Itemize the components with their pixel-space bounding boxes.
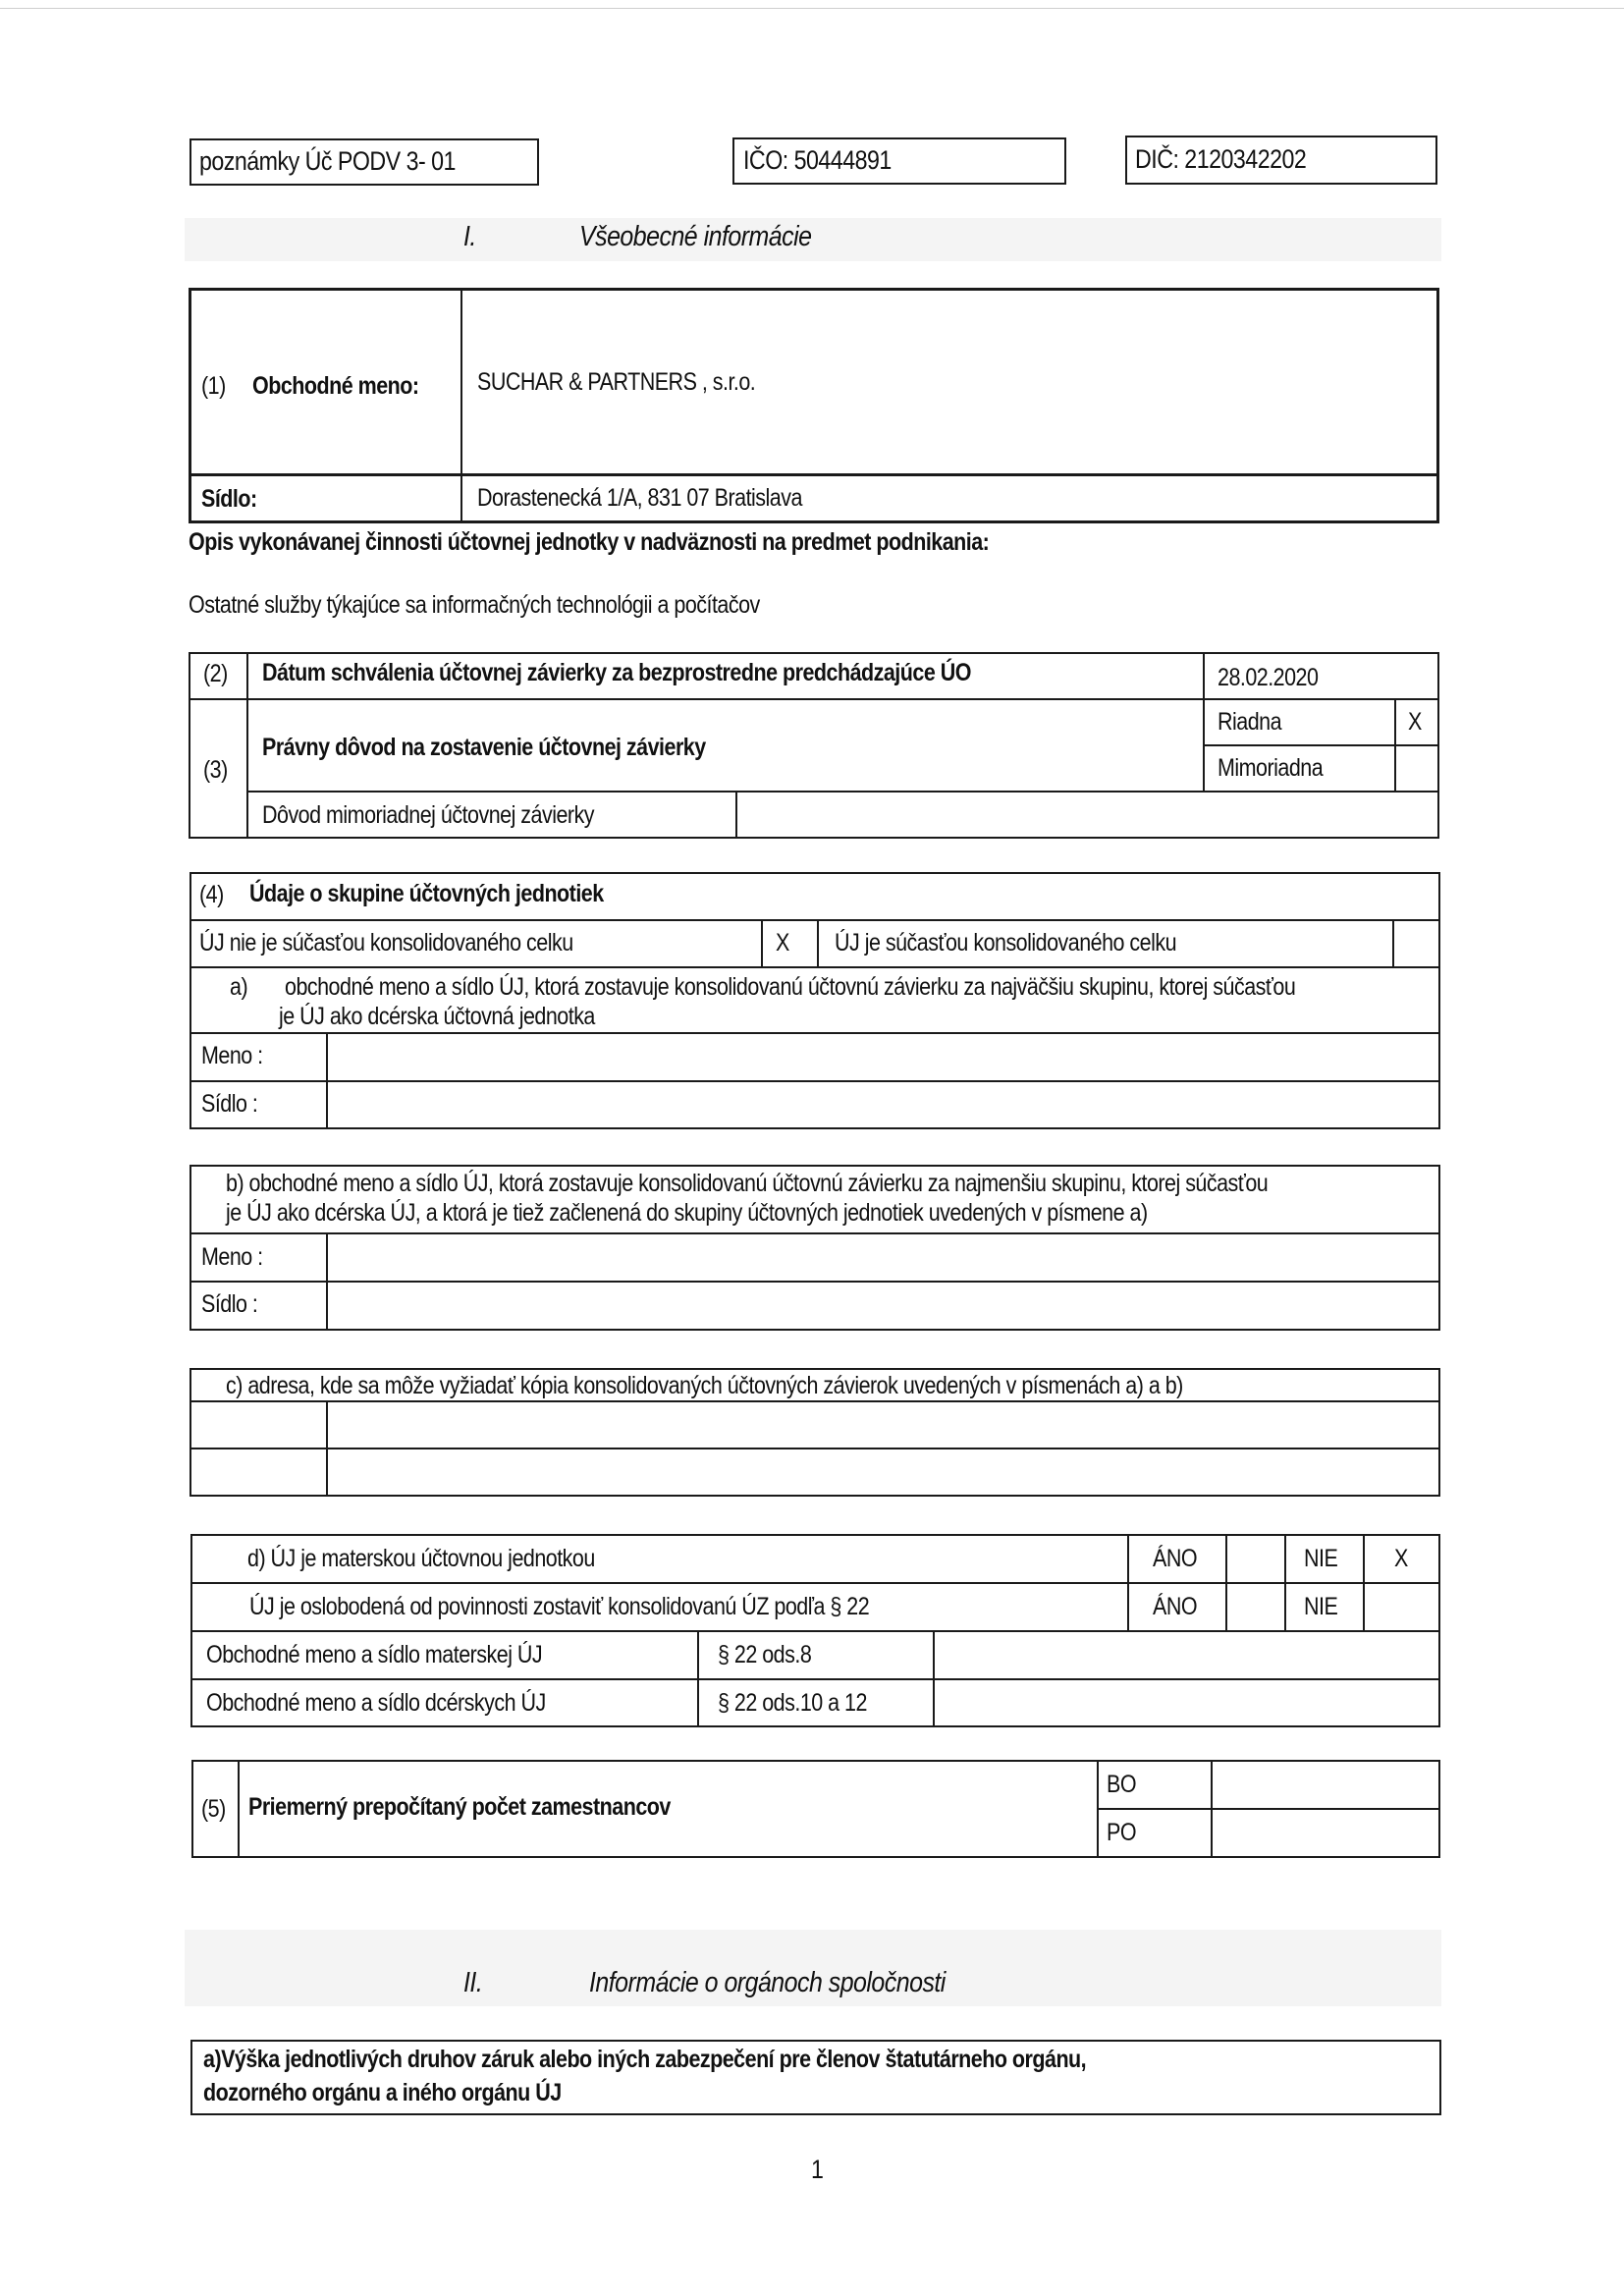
scan-top-edge [0, 8, 1624, 9]
d-parent-no-mark[interactable]: X [1394, 1545, 1408, 1572]
d-parent-no-label: NIE [1304, 1545, 1338, 1572]
dic-value: DIČ: 2120342202 [1135, 144, 1307, 174]
row-divider [189, 1080, 1440, 1082]
item-5-number: (5) [201, 1795, 226, 1823]
item-4-number: (4) [199, 881, 224, 908]
option-regular-mark[interactable]: X [1408, 708, 1422, 736]
column-divider [326, 1232, 328, 1331]
sub-name-label: Obchodné meno a sídlo dcérskych ÚJ [206, 1689, 546, 1717]
item-3-number: (3) [203, 756, 228, 784]
d-exempt-no-label: NIE [1304, 1593, 1338, 1620]
row-divider [189, 1232, 1440, 1234]
c-text: c) adresa, kde sa môže vyžiadať kópia konsolidovaných účtovných závierok uvedených v písmenách a) a b) [226, 1372, 1183, 1399]
row-divider [189, 1032, 1440, 1034]
section-1-numeral: I. [463, 221, 476, 252]
scan-band [185, 218, 1441, 261]
column-divider [697, 1630, 699, 1727]
item-3-label: Právny dôvod na zostavenie účtovnej závierky [262, 734, 706, 761]
column-divider [817, 919, 819, 966]
company-name-value: SUCHAR & PARTNERS , s.r.o. [477, 368, 756, 396]
item-4-title: Údaje o skupine účtovných jednotiek [249, 880, 604, 907]
column-divider [1127, 1534, 1129, 1630]
company-seat-value: Dorastenecká 1/A, 831 07 Bratislava [477, 484, 802, 512]
a-text-line2: je ÚJ ako dcérska účtovná jednotka [279, 1003, 595, 1030]
row-divider [189, 1448, 1440, 1449]
item-1-number: (1) [201, 372, 226, 400]
item-2-number: (2) [203, 660, 228, 687]
company-table-row-divider [189, 473, 1439, 476]
column-divider [326, 1400, 328, 1497]
row-divider [1203, 744, 1439, 746]
column-divider [1392, 919, 1394, 966]
row-divider [246, 791, 1439, 793]
a-marker: a) [230, 973, 248, 1001]
column-divider [1225, 1534, 1227, 1630]
company-table [189, 288, 1439, 523]
row-divider [189, 966, 1440, 968]
d-exempt-label: ÚJ je oslobodená od povinnosti zostaviť konsolidovanú ÚZ podľa § 22 [249, 1593, 870, 1620]
b-text-line2: je ÚJ ako dcérska ÚJ, a ktorá je tiež začlenená do skupiny účtovných jednotiek uvedených v písmene a) [226, 1199, 1148, 1227]
parent-name-ref: § 22 ods.8 [718, 1641, 812, 1668]
guarantees-line1: a)Výška jednotlivých druhov záruk alebo iných zabezpečení pre členov štatutárneho orgánu, [203, 2046, 1087, 2073]
a-name-label: Meno : [201, 1042, 263, 1069]
sub-name-ref: § 22 ods.10 a 12 [718, 1689, 867, 1717]
column-divider [761, 919, 763, 966]
item-2-label: Dátum schválenia účtovnej závierky za bezprostredne predchádzajúce ÚO [262, 659, 971, 686]
company-seat-label: Sídlo: [201, 485, 257, 513]
reason-label: Dôvod mimoriadnej účtovnej závierky [262, 801, 595, 829]
company-name-label: Obchodné meno: [252, 372, 419, 400]
company-table-divider [460, 288, 462, 523]
part-label: ÚJ je súčasťou konsolidovaného celku [835, 929, 1177, 957]
not-part-label: ÚJ nie je súčasťou konsolidovaného celku [199, 929, 573, 957]
value-column-divider [1203, 652, 1205, 792]
item-2-value: 28.02.2020 [1218, 664, 1319, 691]
column-divider [1363, 1534, 1365, 1630]
column-divider [933, 1630, 935, 1727]
po-label: PO [1107, 1819, 1137, 1846]
option-regular-label: Riadna [1218, 708, 1282, 736]
row-divider [190, 1582, 1440, 1584]
row-divider [1097, 1808, 1440, 1810]
activity-label: Opis vykonávanej činnosti účtovnej jednotky v nadväznosti na predmet podnikania: [189, 528, 990, 556]
section-2-numeral: II. [463, 1967, 483, 1998]
guarantees-line2: dozorného orgánu a iného orgánu ÚJ [203, 2079, 562, 2106]
column-divider [238, 1760, 240, 1858]
column-divider [326, 1032, 328, 1129]
form-code: poznámky Úč PODV 3- 01 [199, 146, 456, 176]
option-extra-label: Mimoriadna [1218, 754, 1324, 782]
row-divider [190, 1678, 1440, 1680]
parent-name-label: Obchodné meno a sídlo materskej ÚJ [206, 1641, 543, 1668]
bo-label: BO [1107, 1771, 1137, 1798]
row-divider [190, 1630, 1440, 1632]
not-part-mark[interactable]: X [776, 929, 789, 957]
b-seat-label: Sídlo : [201, 1290, 258, 1318]
ico-value: IČO: 50444891 [743, 145, 892, 175]
number-column-divider [246, 652, 248, 839]
mark-column-divider [1394, 698, 1396, 791]
a-text-line1: obchodné meno a sídlo ÚJ, ktorá zostavuje konsolidovanú účtovnú závierku za najväčšiu skupinu, ktorej súčasťou [285, 973, 1296, 1001]
page-number: 1 [811, 2155, 824, 2184]
d-exempt-yes-label: ÁNO [1153, 1593, 1198, 1620]
b-text-line1: b) obchodné meno a sídlo ÚJ, ktorá zostavuje konsolidovanú účtovnú závierku za najmenšiu skupinu, ktorej súčasťou [226, 1170, 1269, 1197]
column-divider [1284, 1534, 1286, 1630]
row-divider [189, 919, 1440, 921]
d-parent-label: d) ÚJ je materskou účtovnou jednotkou [247, 1545, 595, 1572]
item-5-label: Priemerný prepočítaný počet zamestnancov [248, 1793, 671, 1821]
section-1-title: Všeobecné informácie [579, 221, 812, 252]
a-seat-label: Sídlo : [201, 1090, 258, 1118]
row-divider [189, 1400, 1440, 1402]
d-parent-yes-label: ÁNO [1153, 1545, 1198, 1572]
row-divider [189, 698, 1439, 700]
activity-value: Ostatné služby týkajúce sa informačných technológii a počítačov [189, 591, 760, 619]
reason-column-divider [735, 791, 737, 839]
section-2-title: Informácie o orgánoch spoločnosti [589, 1967, 946, 1998]
row-divider [189, 1281, 1440, 1283]
b-name-label: Meno : [201, 1243, 263, 1271]
